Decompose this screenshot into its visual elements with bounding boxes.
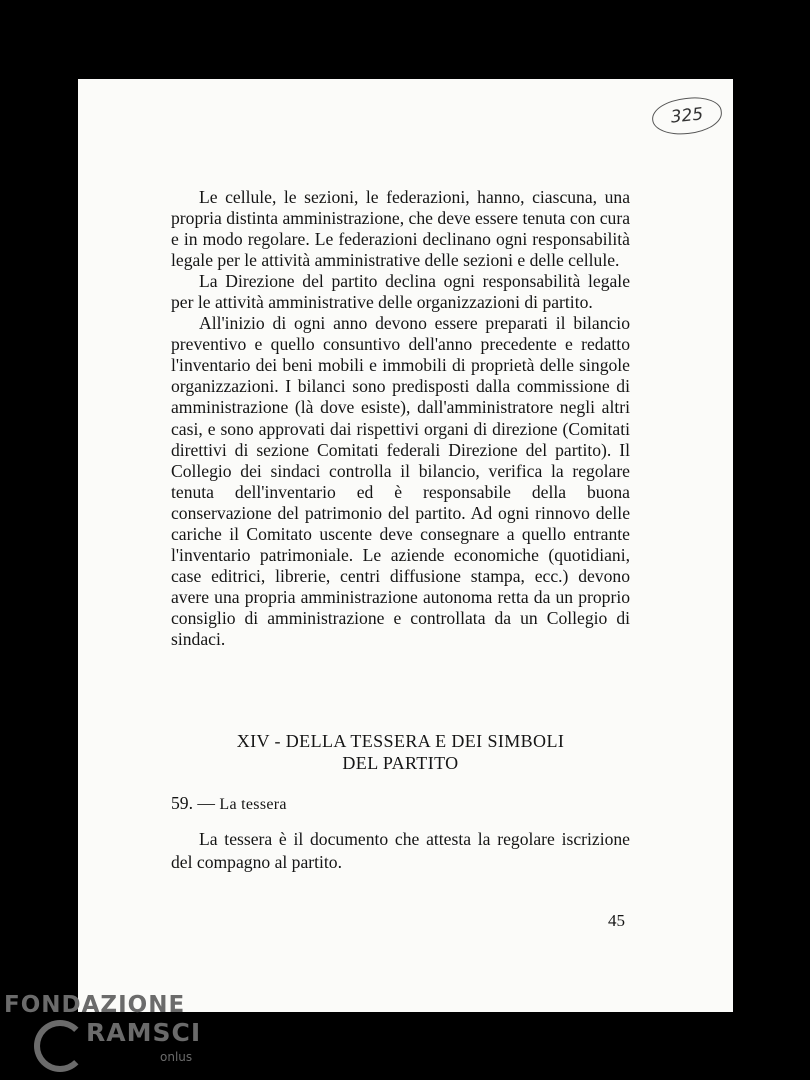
- section-paragraph: La tessera è il documento che attesta la regolare iscrizione del compagno al partito.: [171, 829, 630, 872]
- section-number: 59. —: [171, 793, 215, 813]
- watermark-g-icon: [34, 1020, 86, 1072]
- section-heading: [171, 793, 287, 814]
- paragraph: Le cellule, le sezioni, le federazioni, hanno, ciascuna, una propria distinta amministrazione, che deve essere tenuta con cura e in modo regolare. Le federazioni declinano ogni responsabilità legale per le attività amministrative delle sezioni e delle cellule.: [171, 187, 630, 271]
- chapter-heading: [171, 730, 630, 774]
- section-body: [171, 828, 630, 874]
- chapter-heading-line2: DEL PARTITO: [342, 753, 459, 773]
- watermark-logo: [0, 990, 220, 1080]
- document-page: [78, 79, 733, 1012]
- chapter-heading-line1: XIV - DELLA TESSERA E DEI SIMBOLI: [236, 731, 565, 751]
- handwritten-page-note: 325: [650, 94, 723, 137]
- watermark-line1: FONDAZIONE: [4, 992, 186, 1018]
- page-number: 45: [608, 911, 625, 930]
- paragraph: La Direzione del partito declina ogni responsabilità legale per le attività amministrative delle organizzazioni di partito.: [171, 271, 630, 313]
- watermark-line2: RAMSCI: [86, 1018, 202, 1047]
- paragraph: All'inizio di ogni anno devono essere preparati il bilancio preventivo e quello consuntivo dell'anno precedente e redatto l'inventario dei beni mobili e immobili di proprietà delle singole organizzazioni. I bilanci sono predisposti dalla commissione di amministrazione (là dove esiste), dall'amministratore negli altri casi, e sono approvati dai rispettivi organi di direzione (Comitati direttivi di sezione Comitati federali Direzione del partito). Il Collegio dei sindaci controlla il bilancio, verifica la regolare tenuta dell'inventario ed è responsabile della buona conservazione del patrimonio del partito. Ad ogni rinnovo delle cariche il Comitato uscente deve consegnare a quello entrante l'inventario patrimoniale. Le aziende economiche (quotidiani, case editrici, librerie, centri diffusione stampa, ecc.) devono avere una propria amministrazione autonoma retta da un proprio consiglio di amministrazione e controllata da un Collegio di sindaci.: [171, 313, 630, 649]
- body-text: [171, 187, 630, 650]
- watermark-line3: onlus: [160, 1050, 193, 1064]
- section-title: La tessera: [219, 796, 287, 813]
